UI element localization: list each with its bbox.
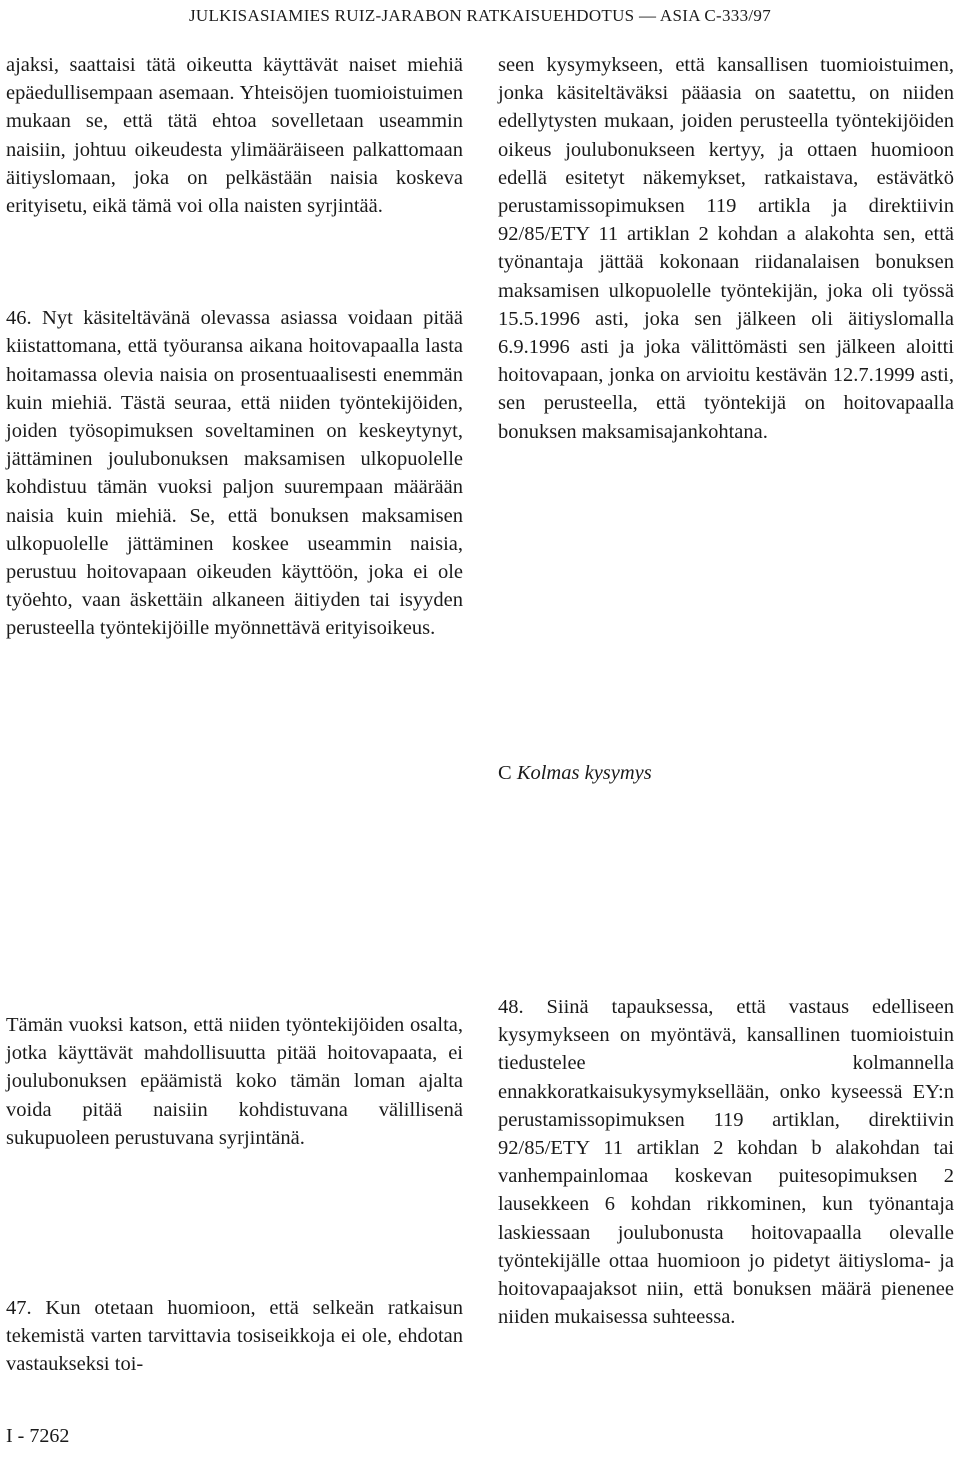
running-header: JULKISASIAMIES RUIZ-JARABON RATKAISUEHDOTUS — ASIA C-333/97 (188, 6, 772, 25)
section-title: Kolmas kysymys (516, 762, 652, 784)
right-column-bottom (498, 993, 954, 1331)
page-number: I - 7262 (6, 1425, 70, 1447)
left-column-top (6, 51, 463, 643)
paragraph-48: 48. Siinä tapauksessa, että vastaus edelliseen kysymykseen on myöntävä, kansallinen tuomioistuin tiedustelee kolmannella ennakkoratkaisukysymyksellään, onko kyseessä EY:n perustamissopimuksen 119 artiklan, direktiivin 92/85/ETY 11 artiklan 2 kohdan b alakohdan tai vanhempainlomaa koskevan puitesopimuksen 2 lausekkeen 6 kohdan rikkominen, kun työnantaja laskiessaan joulubonusta hoitovapaalla olevalle työntekijälle ottaa huomioon jo pidetyt äitiysloma- ja hoitovapaajaksot niin, että bonuksen määrä pienenee niiden mukaisessa suhteessa. (498, 996, 954, 1329)
section-letter: C (498, 762, 512, 784)
section-heading-c (498, 762, 652, 785)
paragraph-46: 46. Nyt käsiteltävänä olevassa asiassa voidaan pitää kiistattomana, että työuransa aikana hoitovapaalla lasta hoitamassa olevia naisia on prosentuaalisesti enemmän kuin miehiä. Tästä seuraa, että niiden työntekijöiden, joiden työsopimuksen soveltaminen on keskeytynyt, jättäminen joulubonuksen maksamisen ulkopuolelle kohdistuu tämän vuoksi paljon suurempaan määrään naisia kuin miehiä. Se, että bonuksen maksamisen ulkopuolelle jättäminen koskee useammin naisia, perustuu hoitovapaan oikeuden käyttöön, joka ei ole työehto, vaan äskettäin alkaneen äitiyden tai isyyden perusteella työntekijöille myönnettävä erityisoikeus. (6, 307, 463, 640)
right-column-top (498, 51, 954, 446)
paragraph-conclusion: Tämän vuoksi katson, että niiden työntekijöiden osalta, jotka käyttävät mahdollisuutta pitää hoitovapaata, ei joulubonuksen epäämistä koko tämän loman ajalta voida pitää naisiin kohdistuvana välillisenä sukupuoleen perustuvana syrjintänä. (6, 1014, 463, 1149)
paragraph-continuation: ajaksi, saattaisi tätä oikeutta käyttävät naiset miehiä epäedullisempaan asemaan. Yhteisöjen tuomioistuimen mukaan se, että tätä ehtoa sovelletaan useammin naisiin, johtuu oikeudesta ylimääräiseen palkattomaan äitiyslomaan, joka on pelkästään naisia koskeva erityisetu, eikä tämä voi olla naisten syrjintää. (6, 54, 463, 218)
left-column-bottom (6, 1011, 463, 1152)
paragraph-47: 47. Kun otetaan huomioon, että selkeän ratkaisun tekemistä varten tarvittavia tosiseikkoja ei ole, ehdotan vastaukseksi toi- (6, 1297, 463, 1376)
paragraph-continuation-right: seen kysymykseen, että kansallisen tuomioistuimen, jonka käsiteltäväksi pääasia on saatettu, on niiden edellytysten mukaan, joiden perusteella työntekijöiden oikeus joulubonukseen kertyy, ja ottaen huomioon edellä esitetyt näkemykset, ratkaistava, estävätkö perustamissopimuksen 119 artikla ja direktiivin 92/85/ETY 11 artiklan 2 kohdan a alakohta sen, että työnantaja jättää kokonaan riidanalaisen bonuksen maksamisen ulkopuolelle työntekijän, joka oli työssä 15.5.1996 asti, joka sen jälkeen oli äitiyslomalla 6.9.1996 asti ja joka välittömästi sen jälkeen aloitti hoitovapaan, jonka on arvioitu kestävän 12.7.1999 asti, sen perusteella, että työntekijä on hoitovapaalla bonuksen maksamisajankohtana. (498, 54, 954, 443)
